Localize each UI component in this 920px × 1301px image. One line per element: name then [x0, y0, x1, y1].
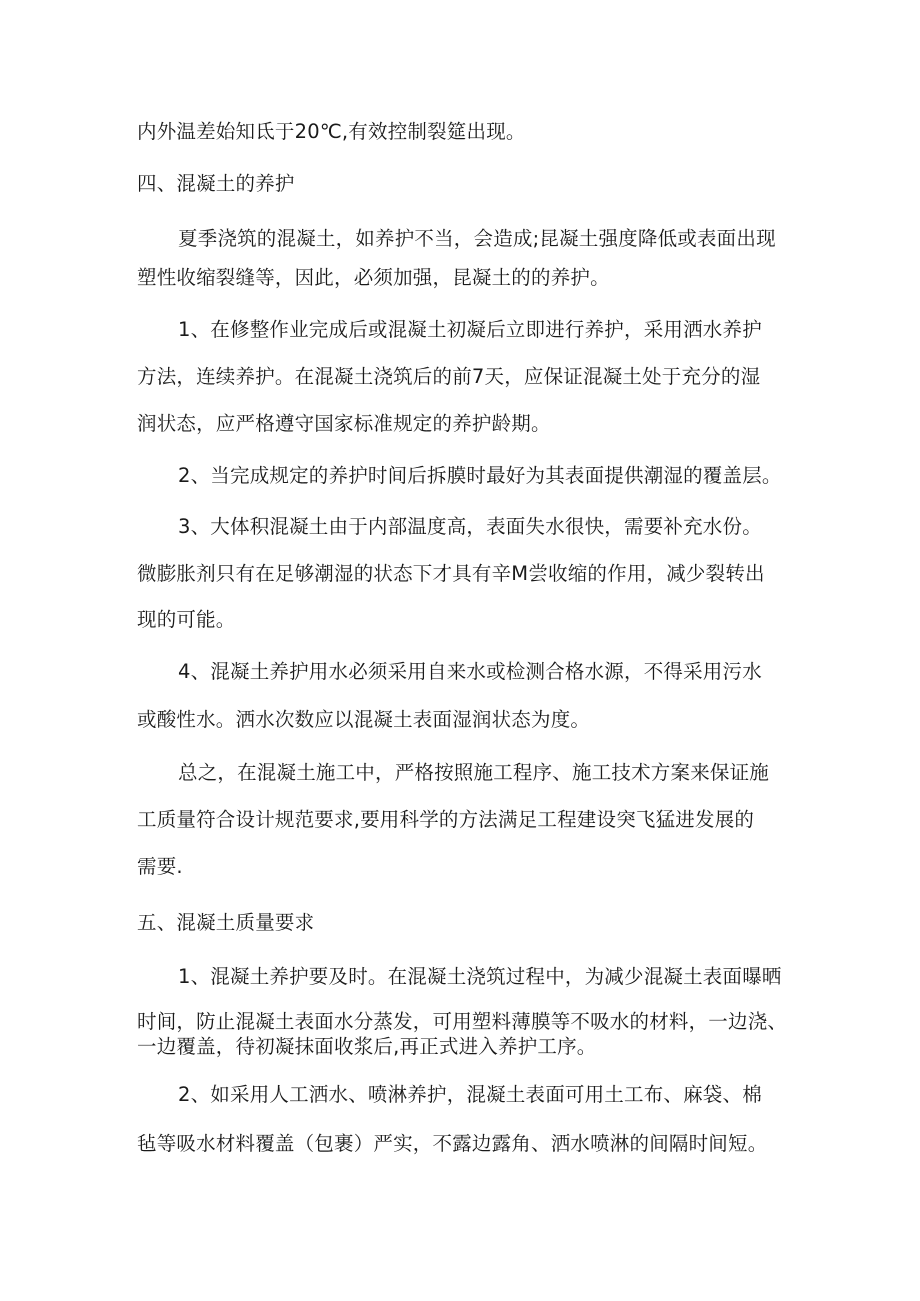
text-line: 塑性收缩裂缝等，因此，必须加强，昆凝土的的养护。 [137, 266, 610, 289]
text-line: 工质量符合设计规范要求,要用科学的方法满足工程建设突飞猛进发展的 [137, 808, 755, 831]
section-heading: 四、混凝土的养护 [137, 172, 295, 195]
text-line: 夏季浇筑的混凝土，如养护不当，会造成;昆凝土强度降低或表面出现 [178, 227, 776, 250]
text-line: 时间，防止混凝土表面水分蒸发，可用塑料薄膜等不吸水的材料，一边浇、 [137, 1010, 788, 1033]
text-line: 需要. [137, 855, 183, 878]
text-line: 毡等吸水材料覆盖（包裹）严实，不露边露角、洒水喷淋的间隔时间短。 [137, 1132, 768, 1155]
text-line: 方法，连续养护。在混凝土浇筑后的前7天，应保证混凝土处于充分的湿 [137, 365, 761, 388]
section-heading: 五、混凝土质量要求 [137, 911, 315, 934]
text-line: 1、在修整作业完成后或混凝土初凝后立即进行养护，采用洒水养护 [178, 318, 762, 341]
text-line: 2、如采用人工洒水、喷淋养护，混凝土表面可用土工布、麻袋、棉 [178, 1083, 762, 1106]
text-line: 1、混凝土养护要及时。在混凝土浇筑过程中，为减少混凝土表面曝晒 [178, 965, 782, 988]
text-line: 现的可能。 [137, 608, 236, 631]
text-line: 微膨胀剂只有在足够潮湿的状态下才具有辛M尝收缩的作用，减少裂转出 [137, 562, 765, 585]
text-line: 2、当完成规定的养护时间后拆膜时最好为其表面提供潮湿的覆盖层。 [178, 464, 782, 487]
text-line: 4、混凝土养护用水必须采用自来水或检测合格水源，不得采用污水 [178, 660, 762, 683]
text-line: 内外温差始知氐于20℃,有效控制裂筵出现。 [137, 120, 526, 143]
text-line: 或酸性水。洒水次数应以混凝土表面湿润状态为度。 [137, 708, 591, 731]
text-line: 3、大体积混凝土由于内部温度高，表面失水很快，需要补充水份。 [178, 515, 762, 538]
text-line: 一边覆盖，待初凝抹面收浆后,再正式进入养护工序。 [137, 1035, 597, 1058]
text-line: 总之，在混凝土施工中，严格按照施工程序、施工技术方案来保证施 [178, 761, 770, 784]
text-line: 润状态，应严格遵守国家标准规定的养护龄期。 [137, 412, 551, 435]
